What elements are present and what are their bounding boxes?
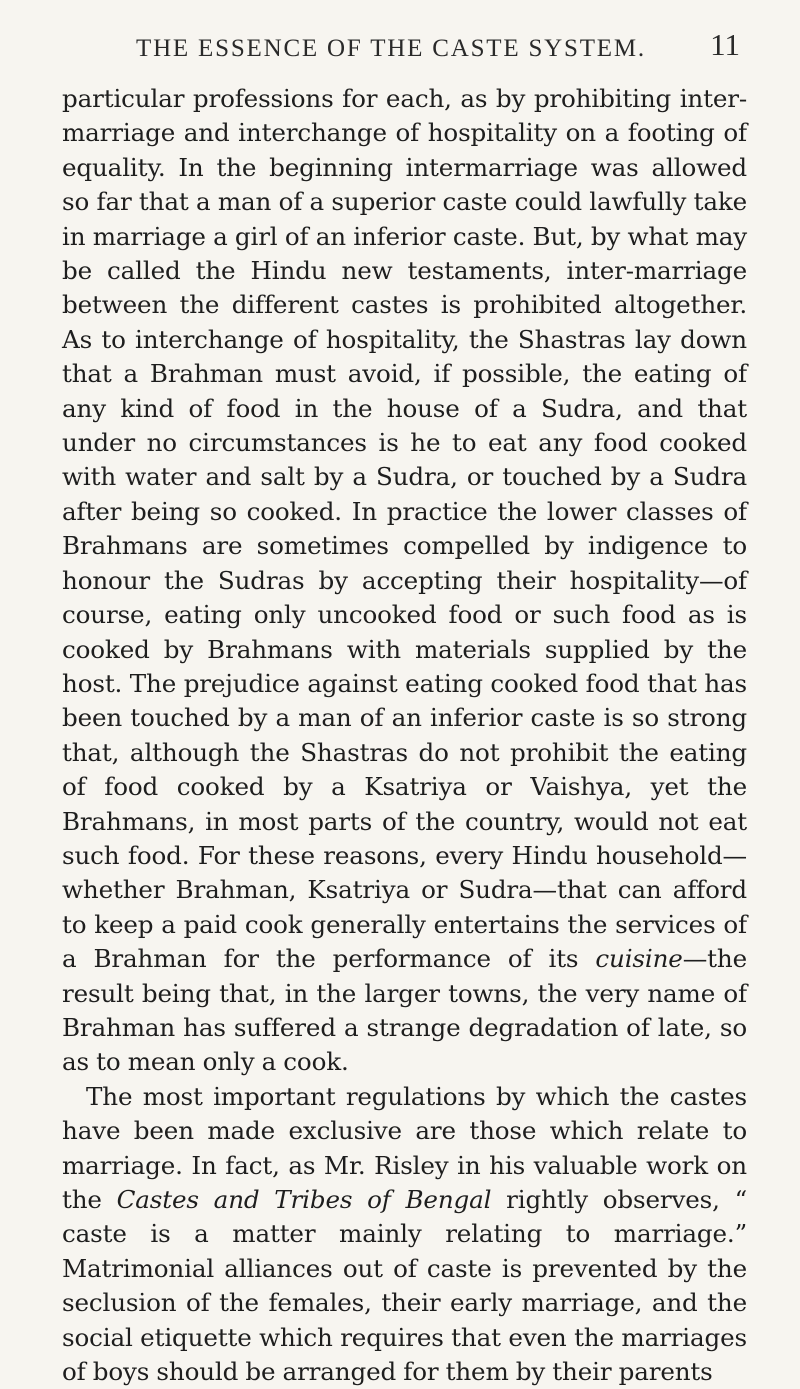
paragraph-1-italic: cuisine — [595, 944, 683, 974]
paragraph-2-text-a: The most important regulations by which the castes have been made exclusive are those which relate to marriage. In fact, as Mr. Risley in his valuable work on the — [62, 1081, 747, 1214]
body-text — [62, 82, 747, 1389]
paragraph-2 — [62, 1080, 747, 1389]
page-number: 11 — [710, 27, 740, 62]
running-head — [62, 27, 742, 67]
paragraph-1-text-a: particular professions for each, as by prohibiting inter-marriage and interchange of hospitality on a footing of equality. In the beginning intermarriage was allowed so far that a man of a superior caste could lawfully take in marriage a girl of an inferior caste. But, by what may be called the Hindu new testaments, inter-marriage between the different castes is prohibited altogether. As to interchange of hospitality, the Shastras lay down that a Brahman must avoid, if possible, the eating of any kind of food in the house of a Sudra, and that under no circumstances is he to eat any food cooked with water and salt by a Sudra, or touched by a Sudra after being so cooked. In practice the lower classes of Brahmans are sometimes compelled by indigence to honour the Sudras by accepting their hospitality—of course, eating only uncooked food or such food as is cooked by Brahmans with materials supplied by the host. The prejudice against eating cooked food that has been touched by a man of an inferior caste is so strong that, although the Shastras do not prohibit the eating of food cooked by a Ksatriya or Vaishya, yet the Brahmans, in most parts of the country, would not eat such food. For these reasons, every Hindu household—whether Brahman, Ksatriya or Sudra—that can afford to keep a paid cook generally entertains the services of a Brahman for the performance of its — [62, 84, 747, 974]
paragraph-2-text-b: rightly observes, “ caste is a matter mainly relating to marriage.” Matrimonial alliances out of caste is prevented by the seclusion of the females, their early marriage, and the social etiquette which requires that even the marriages of boys should be arranged for them by their parents — [62, 1185, 747, 1387]
paragraph-2-italic: Castes and Tribes of Bengal — [116, 1185, 492, 1214]
paragraph-1 — [62, 82, 747, 1080]
running-title: THE ESSENCE OF THE CASTE SYSTEM. — [136, 35, 646, 62]
paragraph-1-text-b: —the result being that, in the larger towns, the very name of Brahman has suffered a strange degradation of late, so as to mean only a cook. — [62, 944, 747, 1077]
